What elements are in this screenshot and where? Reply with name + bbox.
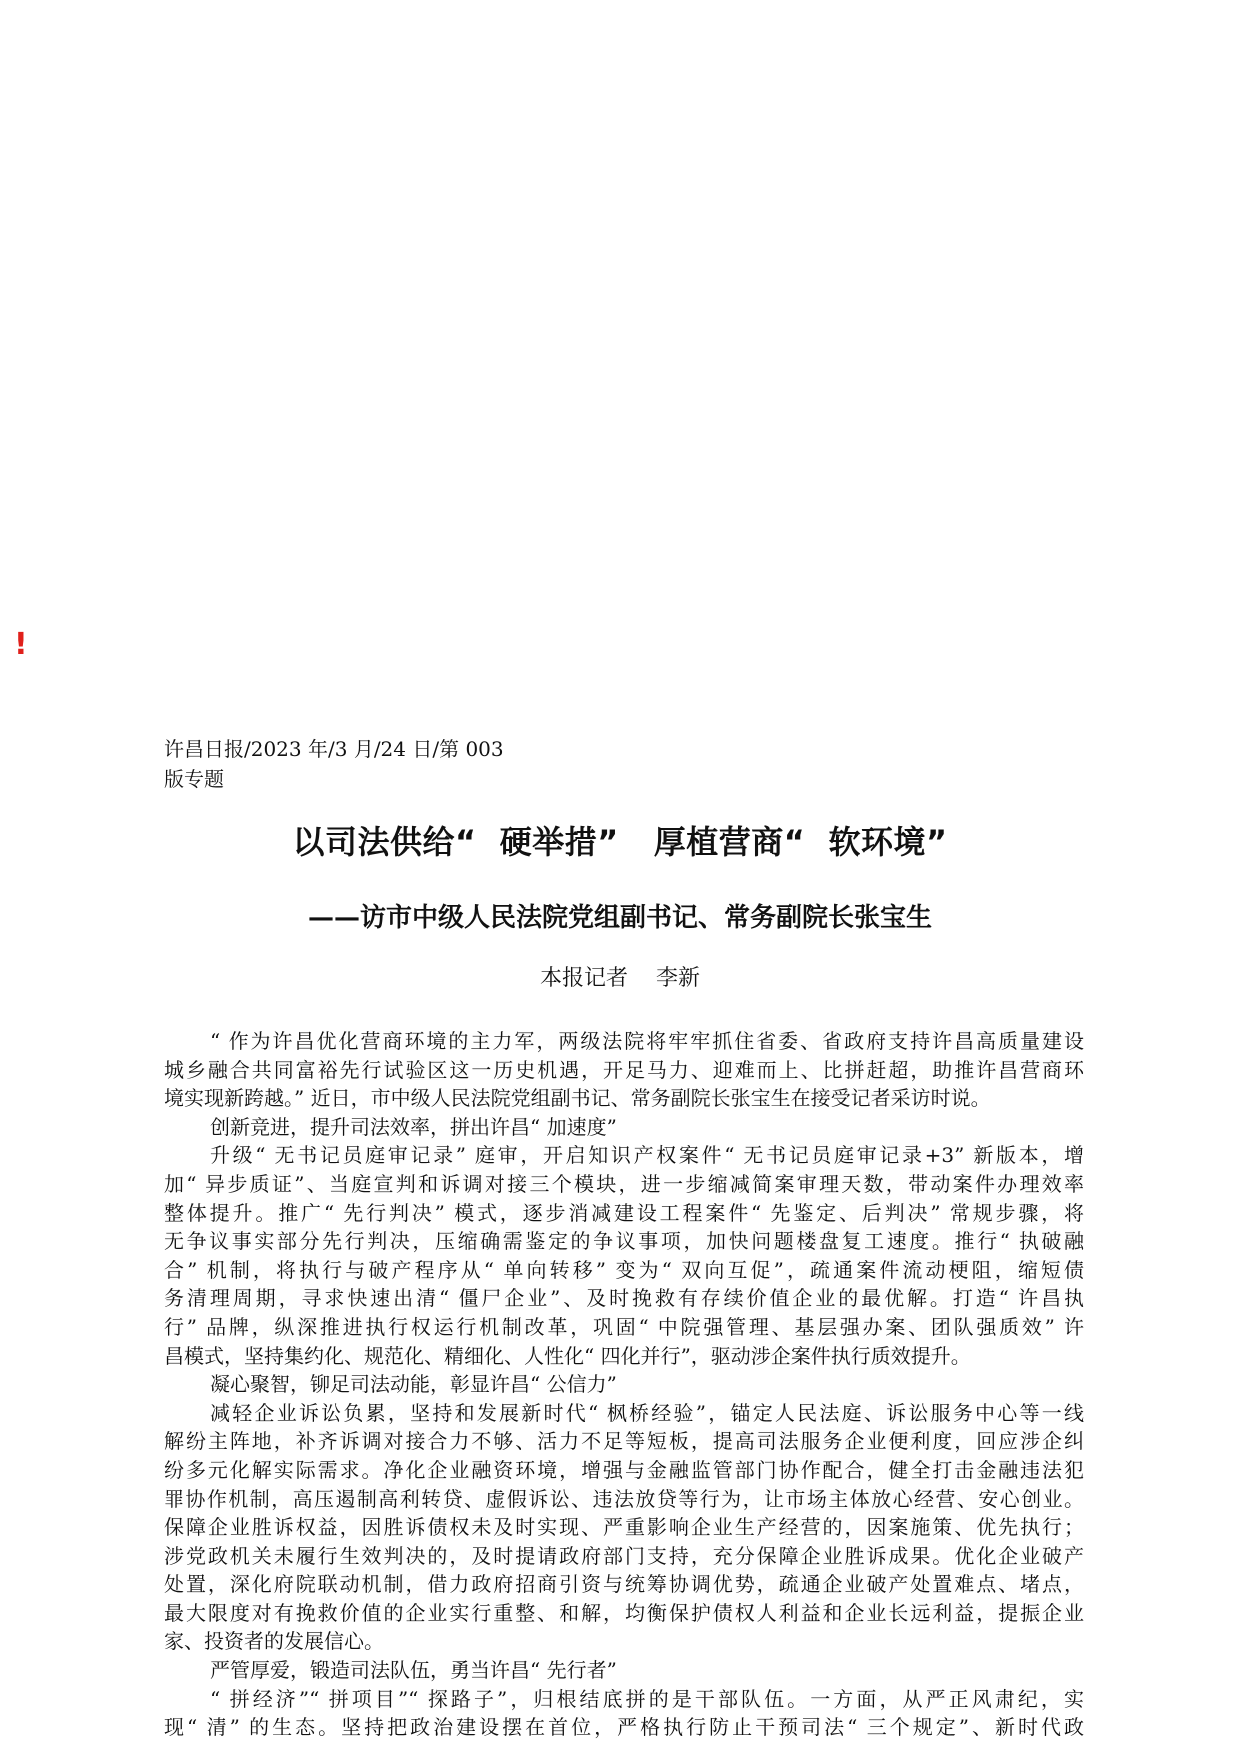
body-text-line: 纷多元化解实际需求。净化企业融资环境，增强与金融监管部门协作配合，健全打击金融违法犯 [164, 1457, 1084, 1482]
article-body [164, 1027, 1084, 1742]
source-line-2: 版专题 [164, 767, 224, 791]
body-text-line: 保障企业胜诉权益，因胜诉债权未及时实现、严重影响企业生产经营的，因案施策、优先执行； [164, 1515, 1084, 1540]
body-text-line: 昌模式，坚持集约化、规范化、精细化、人性化“ 四化并行”，驱动涉企案件执行质效提升。 [164, 1343, 971, 1368]
body-text-line: 务清理周期，寻求快速出清“ 僵尸企业”、及时挽救有存续价值企业的最优解。打造“ 许昌执 [164, 1286, 1084, 1311]
body-text-line: 最大限度对有挽救价值的企业实行重整、和解，均衡保护债权人利益和企业长远利益，提振企业 [164, 1600, 1084, 1625]
body-text-line: 境实现新跨越。” 近日，市中级人民法院党组副书记、常务副院长张宝生在接受记者采访时说。 [164, 1086, 991, 1111]
body-text-line: 行” 品牌，纵深推进执行权运行机制改革，巩固“ 中院强管理、基层强办案、团队强质效” 许 [164, 1314, 1084, 1339]
body-text-line: 凝心聚智，铆足司法动能，彰显许昌“ 公信力” [210, 1372, 617, 1397]
source-citation [164, 734, 584, 794]
warning-marker: ! [14, 627, 28, 662]
body-text-line: 罪协作机制，高压遏制高利转贷、虚假诉讼、违法放贷等行为，让市场主体放心经营、安心创业。 [164, 1486, 1084, 1511]
body-text-line: 整体提升。推广“ 先行判决” 模式，逐步消减建设工程案件“ 先鉴定、后判决” 常规步骤，将 [164, 1200, 1084, 1225]
body-text-line: 无争议事实部分先行判决，压缩确需鉴定的争议事项，加快问题楼盘复工速度。推行“ 执破融 [164, 1229, 1084, 1254]
article-title: 以司法供给“ 硬举措” 厚植营商“ 软环境” [292, 823, 948, 861]
body-text-line: 创新竞进，提升司法效率，拼出许昌“ 加速度” [210, 1114, 617, 1139]
body-text-line: 加“ 异步质证”、当庭宣判和诉调对接三个模块，进一步缩减简案审理天数，带动案件办理效率 [164, 1171, 1084, 1196]
body-text-line: 减轻企业诉讼负累，坚持和发展新时代“ 枫桥经验”，锚定人民法庭、诉讼服务中心等一线 [210, 1400, 1084, 1425]
body-text-line: 城乡融合共同富裕先行试验区这一历史机遇，开足马力、迎难而上、比拼赶超，助推许昌营商环 [164, 1057, 1084, 1082]
article-byline: 本报记者 李新 [540, 966, 700, 991]
article-subtitle: ——访市中级人民法院党组副书记、常务副院长张宝生 [307, 903, 932, 933]
body-text-line: 严管厚爱，锻造司法队伍，勇当许昌“ 先行者” [210, 1658, 617, 1683]
body-text-line: 现“ 清” 的生态。坚持把政治建设摆在首位，严格执行防止干预司法“ 三个规定”、新时代政 [164, 1715, 1084, 1740]
body-text-line: 合” 机制，将执行与破产程序从“ 单向转移” 变为“ 双向互促”，疏通案件流动梗阻，缩短债 [164, 1257, 1084, 1282]
body-text-line: “ 拼经济”“ 拼项目”“ 探路子”，归根结底拼的是干部队伍。一方面，从严正风肃纪，实 [210, 1686, 1084, 1711]
body-text-line: 涉党政机关未履行生效判决的，及时提请政府部门支持，充分保障企业胜诉成果。优化企业破产 [164, 1543, 1084, 1568]
body-text-line: “ 作为许昌优化营商环境的主力军，两级法院将牢牢抓住省委、省政府支持许昌高质量建设 [210, 1029, 1084, 1053]
body-text-line: 升级“ 无书记员庭审记录” 庭审，开启知识产权案件“ 无书记员庭审记录+3” 新版本，增 [210, 1143, 1084, 1168]
body-text-line: 解纷主阵地，补齐诉调对接合力不够、活力不足等短板，提高司法服务企业便利度，回应涉企纠 [164, 1429, 1084, 1454]
body-text-line: 处置，深化府院联动机制，借力政府招商引资与统筹协调优势，疏通企业破产处置难点、堵点， [164, 1572, 1084, 1597]
body-text-line: 家、投资者的发展信心。 [164, 1629, 384, 1654]
source-line-1: 许昌日报/2023 年/3 月/24 日/第 003 [164, 737, 504, 761]
